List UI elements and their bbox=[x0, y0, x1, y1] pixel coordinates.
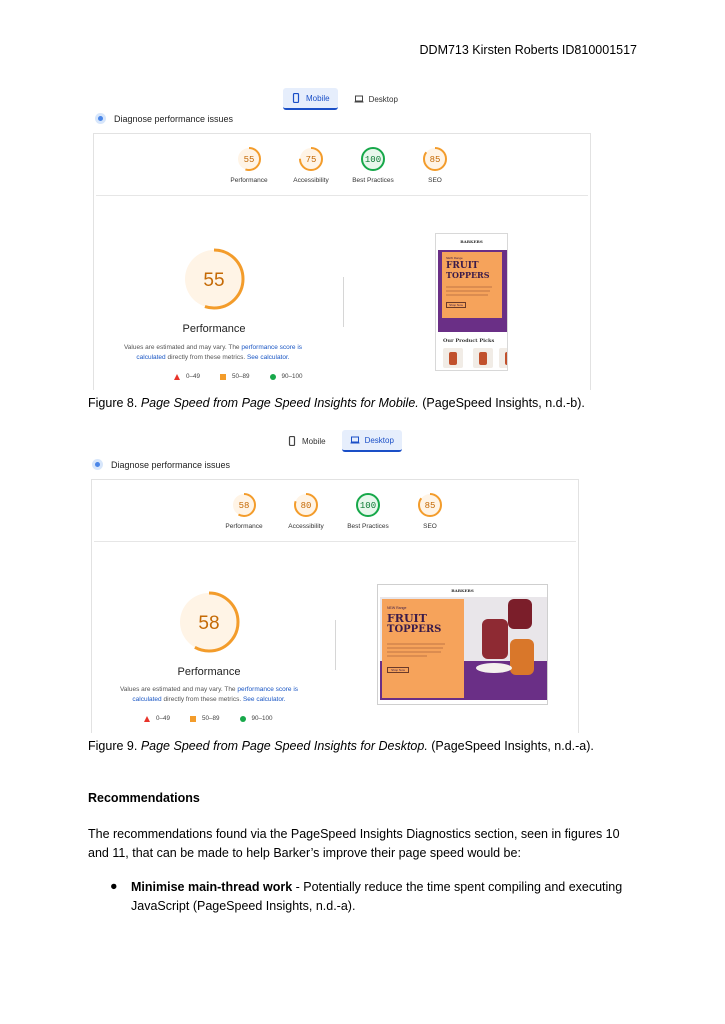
gauge-ring bbox=[417, 492, 443, 518]
red-triangle-icon bbox=[144, 716, 150, 722]
svg-text:75: 75 bbox=[305, 155, 317, 166]
orange-square-icon bbox=[220, 374, 226, 380]
gauge-ring bbox=[355, 492, 381, 518]
shop-now-button[interactable]: Shop Now bbox=[387, 667, 409, 673]
green-circle-icon bbox=[270, 374, 276, 380]
svg-text:55: 55 bbox=[203, 270, 225, 291]
red-triangle-icon bbox=[174, 374, 180, 380]
card-divider bbox=[96, 195, 588, 196]
svg-text:55: 55 bbox=[243, 155, 255, 166]
product-picks-heading: Our Product Picks bbox=[443, 338, 495, 344]
score-legend bbox=[174, 373, 303, 380]
scores-card bbox=[91, 479, 579, 733]
figure-8-caption: Figure 8. Page Speed from Page Speed Insights for Mobile. (PageSpeed Insights, n.d.-b). bbox=[88, 396, 585, 410]
gauge-label: Accessibility bbox=[293, 177, 329, 184]
device-tabs bbox=[283, 88, 406, 110]
gauge-ring bbox=[298, 146, 324, 172]
diagnose-icon bbox=[95, 113, 106, 124]
recommendation-detail: - Potentially reduce the time spent compiling and executing JavaScript (PageSpeed Insights, n.d.-a). bbox=[131, 880, 623, 913]
vertical-divider bbox=[343, 277, 344, 327]
tab-desktop-label: Desktop bbox=[364, 435, 394, 445]
score-legend bbox=[144, 715, 273, 722]
mobile-screenshot-preview bbox=[435, 233, 508, 371]
svg-text:85: 85 bbox=[429, 155, 441, 166]
see-calculator-link[interactable]: See calculator. bbox=[246, 353, 290, 361]
gauge-seo[interactable] bbox=[399, 492, 461, 530]
diagnose-heading bbox=[92, 459, 230, 470]
svg-text:100: 100 bbox=[364, 155, 382, 166]
jar-image bbox=[508, 599, 532, 629]
diagnose-label: Diagnose performance issues bbox=[111, 459, 231, 470]
legend-fail: 0–49 bbox=[174, 373, 200, 380]
gauge-label: Performance bbox=[230, 177, 268, 184]
performance-title: Performance bbox=[177, 666, 241, 678]
estimate-note: Values are estimated and may vary. The performance score is calculated directly from these metrics. See calculator. bbox=[123, 344, 303, 361]
hero-panel: NEW Range FRUIT TOPPERS Shop Now bbox=[442, 252, 502, 318]
gauge-label: Accessibility bbox=[288, 523, 324, 530]
shop-now-button[interactable]: Shop Now bbox=[446, 302, 466, 308]
recommendations-intro: The recommendations found via the PageSpeed Insights Diagnostics section, seen in figures 10 and 11, that can be made to help Barker’s improve their page speed would be: bbox=[88, 827, 620, 860]
gauge-ring bbox=[231, 492, 257, 518]
gauge-label: Performance bbox=[225, 523, 263, 530]
gauge-best-practices[interactable] bbox=[342, 146, 404, 184]
gauge-performance[interactable] bbox=[213, 492, 275, 530]
tab-mobile-label: Mobile bbox=[306, 93, 330, 103]
gauge-label: Best Practices bbox=[352, 177, 394, 184]
legend-average: 50–89 bbox=[220, 373, 250, 380]
legend-pass: 90–100 bbox=[240, 715, 273, 722]
performance-big-gauge bbox=[177, 590, 241, 654]
laptop-icon bbox=[350, 435, 360, 445]
performance-score-link[interactable]: performance score is calculated bbox=[136, 344, 303, 361]
legend-pass: 90–100 bbox=[270, 373, 303, 380]
svg-text:58: 58 bbox=[198, 613, 220, 634]
bullet-symbol: ● bbox=[110, 879, 118, 893]
gauge-ring bbox=[360, 146, 386, 172]
orange-square-icon bbox=[190, 716, 196, 722]
card-divider bbox=[94, 541, 576, 542]
recommendation-title: Minimise main-thread work bbox=[131, 880, 293, 894]
gauge-ring bbox=[422, 146, 448, 172]
tab-desktop[interactable] bbox=[346, 88, 406, 110]
laptop-icon bbox=[354, 94, 364, 104]
product-thumbnail[interactable] bbox=[499, 348, 508, 368]
diagnose-heading bbox=[95, 113, 233, 124]
green-circle-icon bbox=[240, 716, 246, 722]
performance-title: Performance bbox=[182, 323, 246, 335]
see-calculator-link[interactable]: See calculator. bbox=[242, 695, 286, 703]
performance-score-link[interactable]: performance score is calculated bbox=[132, 686, 299, 703]
performance-big-gauge bbox=[182, 247, 246, 311]
product-thumbnail[interactable] bbox=[443, 348, 463, 368]
svg-text:58: 58 bbox=[238, 501, 250, 512]
category-gauges bbox=[218, 146, 466, 184]
gauge-accessibility[interactable] bbox=[275, 492, 337, 530]
diagnose-label: Diagnose performance issues bbox=[114, 113, 234, 124]
author-id-header: DDM713 Kirsten Roberts ID810001517 bbox=[419, 43, 637, 57]
gauge-performance[interactable] bbox=[218, 146, 280, 184]
svg-text:80: 80 bbox=[300, 501, 312, 512]
device-tabs bbox=[279, 430, 402, 452]
phone-icon bbox=[287, 436, 297, 446]
phone-icon bbox=[291, 93, 301, 103]
legend-fail: 0–49 bbox=[144, 715, 170, 722]
gauge-best-practices[interactable] bbox=[337, 492, 399, 530]
scores-card bbox=[93, 133, 591, 390]
estimate-note: Values are estimated and may vary. The performance score is calculated directly from these metrics. See calculator. bbox=[119, 686, 299, 703]
diagnose-icon bbox=[92, 459, 103, 470]
svg-text:85: 85 bbox=[424, 501, 436, 512]
gauge-ring bbox=[236, 146, 262, 172]
brand-logo: BARKERS bbox=[451, 588, 474, 593]
gauge-accessibility[interactable] bbox=[280, 146, 342, 184]
gauge-label: SEO bbox=[428, 177, 442, 184]
svg-text:100: 100 bbox=[359, 501, 377, 512]
jar-image bbox=[482, 619, 508, 659]
recommendation-item bbox=[131, 878, 631, 916]
recommendations-heading: Recommendations bbox=[88, 791, 200, 805]
gauge-seo[interactable] bbox=[404, 146, 466, 184]
category-gauges bbox=[213, 492, 461, 530]
product-thumbnail[interactable] bbox=[473, 348, 493, 368]
tab-desktop-label: Desktop bbox=[368, 94, 398, 104]
hero-panel: NEW Range FRUIT TOPPERS Shop Now bbox=[382, 599, 464, 698]
tab-mobile[interactable] bbox=[279, 430, 334, 452]
jar-image bbox=[510, 639, 534, 675]
gauge-label: Best Practices bbox=[347, 523, 389, 530]
gauge-label: SEO bbox=[423, 523, 437, 530]
tab-mobile[interactable] bbox=[283, 88, 338, 110]
figure-9-caption: Figure 9. Page Speed from Page Speed Insights for Desktop. (PageSpeed Insights, n.d.-a). bbox=[88, 739, 594, 753]
legend-average: 50–89 bbox=[190, 715, 220, 722]
brand-logo: BARKERS bbox=[460, 239, 483, 244]
gauge-ring bbox=[293, 492, 319, 518]
tab-desktop[interactable] bbox=[342, 430, 402, 452]
desktop-screenshot-preview bbox=[377, 584, 548, 705]
plate-image bbox=[476, 663, 512, 673]
vertical-divider bbox=[335, 620, 336, 670]
tab-mobile-label: Mobile bbox=[302, 436, 326, 446]
